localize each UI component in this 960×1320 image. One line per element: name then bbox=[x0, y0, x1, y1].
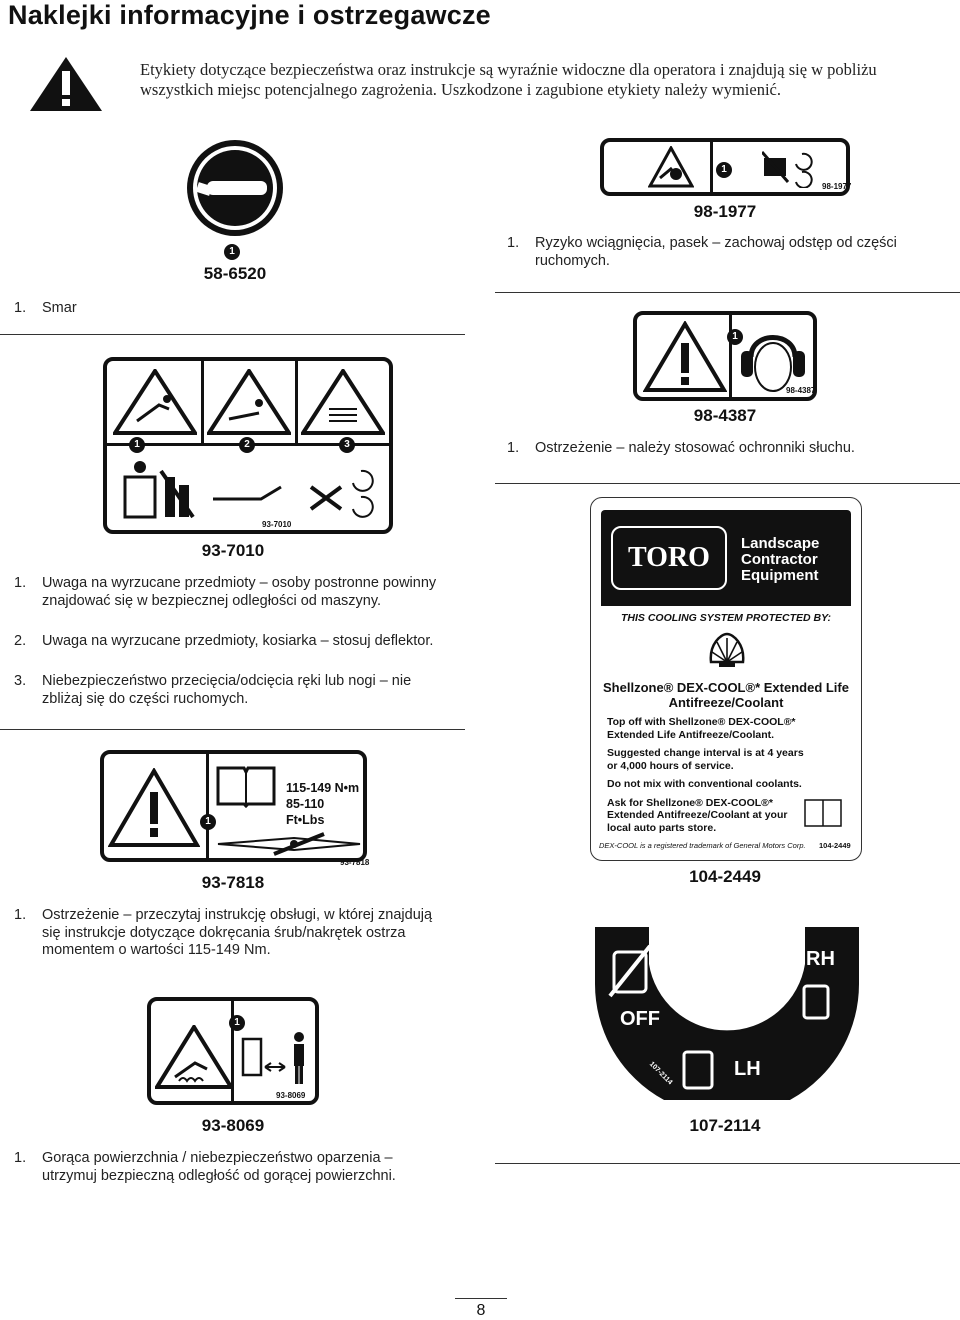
shell-icon bbox=[707, 632, 747, 668]
callout-badge: 1 bbox=[716, 162, 732, 178]
header-line: Landscape bbox=[741, 535, 820, 552]
keep-away-moving-parts-icon bbox=[762, 148, 822, 188]
callout-badge: 3 bbox=[339, 437, 355, 453]
product-name: Shellzone® DEX-COOL®* Extended Life bbox=[603, 680, 849, 695]
decal-code-98-4387: 98-4387 bbox=[693, 406, 757, 425]
decal-code-93-8069: 93-8069 bbox=[201, 1116, 265, 1135]
bullet-item: Top off with Shellzone® DEX-COOL®* Extended Life Antifreeze/Coolant. bbox=[607, 716, 796, 741]
product-name: Antifreeze/Coolant bbox=[668, 695, 784, 710]
decal-code-107-2114: 107-2114 bbox=[689, 1116, 761, 1135]
decal-93-8069 bbox=[147, 997, 319, 1105]
decal-98-1977 bbox=[600, 138, 850, 196]
torque-ftlbs: 85-110 Ft•Lbs bbox=[286, 797, 325, 827]
intro-text: Etykiety dotyczące bezpieczeństwa oraz instrukcje są wyraźnie widoczne dla operatora i znajdują się w pobliżu wszystkich miejsc potencjalnego zagrożenia. Uszkodzone i zagubione etykiety należy wymienić. bbox=[140, 60, 877, 99]
small-code: 98-1977 bbox=[822, 182, 852, 191]
protected-by-text: THIS COOLING SYSTEM PROTECTED BY: bbox=[620, 612, 831, 624]
torque-nm: 115-149 N•m bbox=[286, 781, 360, 795]
list-item: 2. Uwaga na wyrzucane przedmioty, kosiarka – stosuj deflektor. bbox=[14, 633, 434, 649]
hand-cut-warning-icon bbox=[301, 369, 385, 435]
decal-104-2449 bbox=[590, 497, 862, 861]
header-line: Contractor bbox=[741, 551, 818, 568]
list-item: 3. Niebezpieczeństwo przecięcia/odcięcia ręki lub nogi – nie zbliżaj się do części ruchomych. bbox=[14, 673, 412, 707]
bullet-item: Suggested change interval is at 4 years or 4,000 hours of service. bbox=[607, 747, 804, 772]
callout-badge: 1 bbox=[224, 244, 240, 260]
divider bbox=[495, 483, 960, 484]
small-code: 98-4387 bbox=[786, 386, 816, 395]
callout-badge: 1 bbox=[727, 329, 743, 345]
keep-bystanders-away-icon bbox=[121, 457, 381, 521]
page-title: Naklejki informacyjne i ostrzegawcze bbox=[8, 0, 491, 30]
small-code: 107-2114 bbox=[647, 1060, 674, 1087]
manual-book-icon bbox=[803, 796, 843, 828]
small-code: 93-7818 bbox=[340, 858, 370, 867]
label-rh: RH bbox=[806, 948, 835, 970]
label-lh: LH bbox=[734, 1058, 761, 1080]
decal-code-93-7818: 93-7818 bbox=[201, 873, 265, 892]
grease-symbol-icon bbox=[185, 138, 285, 238]
decal-code-58-6520: 58-6520 bbox=[203, 264, 267, 283]
read-manual-icon bbox=[214, 762, 278, 808]
hearing-protection-icon bbox=[737, 321, 809, 395]
entanglement-warning-icon bbox=[648, 146, 694, 188]
page-number: 8 bbox=[476, 1302, 486, 1319]
page-number-rule bbox=[455, 1298, 507, 1299]
list-item: 1. Uwaga na wyrzucane przedmioty – osoby postronne powinny znajdować się w bezpiecznej odległości od maszyny. bbox=[14, 575, 437, 609]
decal-93-7818 bbox=[100, 750, 367, 862]
small-code: 93-8069 bbox=[276, 1091, 306, 1100]
list-item: 1. Gorąca powierzchnia / niebezpieczeństwo oparzenia – utrzymuj bezpieczną odległość od gorącej powierzchni. bbox=[14, 1150, 396, 1184]
list-item: 1. Ostrzeżenie – przeczytaj instrukcję obsługi, w której znajdują się instrukcje dotyczące dokręcania śrub/nakrętek ostrza momentem o wartości 115-149 Nm. bbox=[14, 907, 433, 958]
trademark-note: DEX-COOL is a registered trademark of General Motors Corp. bbox=[599, 841, 806, 850]
divider bbox=[0, 729, 465, 730]
thrown-objects-warning-icon bbox=[113, 369, 197, 435]
warning-triangle-icon bbox=[28, 55, 104, 113]
small-code: 93-7010 bbox=[262, 520, 292, 529]
label-off: OFF bbox=[620, 1008, 660, 1030]
divider bbox=[495, 292, 960, 293]
hot-surface-warning-icon bbox=[155, 1025, 233, 1089]
warning-triangle-icon bbox=[108, 768, 200, 848]
decal-code-93-7010: 93-7010 bbox=[201, 541, 265, 560]
list-item: 1. Ryzyko wciągnięcia, pasek – zachowaj odstęp od części ruchomych. bbox=[507, 235, 897, 269]
divider bbox=[495, 1163, 960, 1164]
callout-badge: 1 bbox=[229, 1015, 245, 1031]
safe-distance-icon bbox=[239, 1031, 315, 1087]
list-item: 1. Ostrzeżenie – należy stosować ochronniki słuchu. bbox=[507, 440, 855, 456]
decal-code-104-2449: 104-2449 bbox=[689, 867, 761, 886]
toro-logo: TORO bbox=[611, 526, 727, 590]
thrown-objects-mower-warning-icon bbox=[207, 369, 291, 435]
small-code: 104-2449 bbox=[819, 841, 851, 850]
header-line: Equipment bbox=[741, 567, 819, 584]
decal-code-98-1977: 98-1977 bbox=[693, 202, 757, 221]
callout-badge: 1 bbox=[200, 814, 216, 830]
list-item: 1. Smar bbox=[14, 300, 77, 316]
bullet-item: Ask for Shellzone® DEX-COOL®* Extended Antifreeze/Coolant at your local auto parts store. bbox=[607, 796, 788, 834]
callout-badge: 1 bbox=[129, 437, 145, 453]
blade-wrench-icon bbox=[214, 830, 364, 856]
decal-93-7010 bbox=[103, 357, 393, 534]
callout-badge: 2 bbox=[239, 437, 255, 453]
warning-triangle-icon bbox=[643, 321, 727, 393]
divider bbox=[0, 334, 465, 335]
bullet-item: Do not mix with conventional coolants. bbox=[607, 778, 802, 790]
